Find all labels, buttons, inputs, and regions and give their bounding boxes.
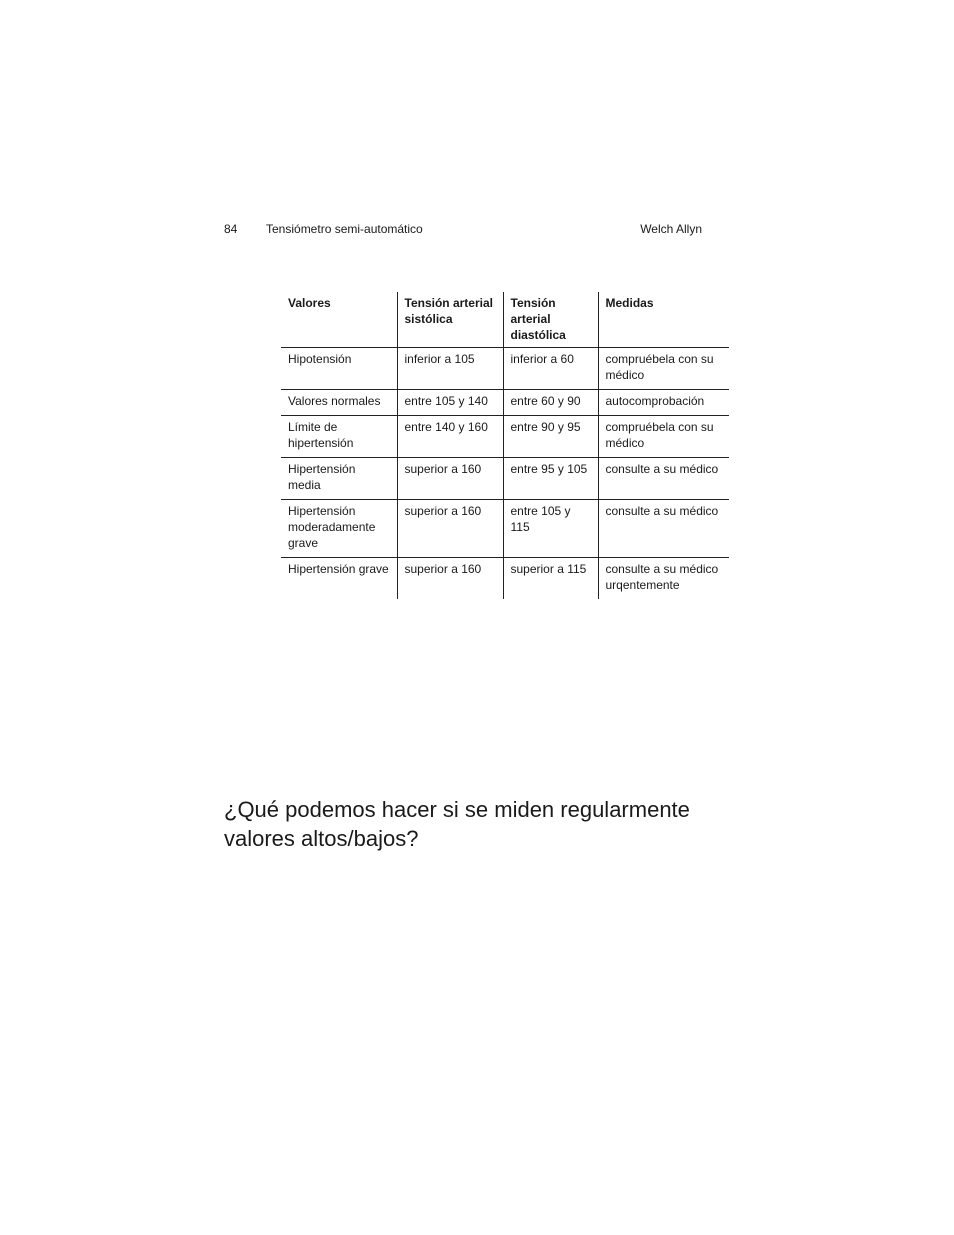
- table-cell: Límite de hipertensión: [281, 416, 397, 458]
- table-row: [281, 500, 729, 558]
- table-cell: Hipertensión grave: [288, 562, 389, 576]
- column-header-valores: Valores: [281, 292, 397, 348]
- blood-pressure-table: [281, 292, 729, 599]
- brand-name: Welch Allyn: [640, 222, 702, 236]
- table-cell: consulte a su médico: [598, 500, 729, 558]
- table-row: [281, 390, 729, 416]
- column-header-diastolica: Tensión arterial diastólica: [503, 292, 598, 348]
- table-cell: superior a 160: [397, 558, 503, 600]
- table-cell: entre 105 y 140: [397, 390, 503, 416]
- table-cell: entre 95 y 105: [503, 458, 598, 500]
- table-cell: superior a 160: [397, 500, 503, 558]
- table-cell: Hipertensión moderadamente grave: [281, 500, 397, 558]
- table-cell: compruébela con su médico: [598, 348, 729, 390]
- table-cell: consulte a su médico urqentemente: [598, 558, 729, 600]
- column-header-medidas: Medidas: [598, 292, 729, 348]
- table-cell: entre 140 y 160: [397, 416, 503, 458]
- table-row: [281, 416, 729, 458]
- table-cell: superior a 115: [503, 558, 598, 600]
- table-row: [281, 458, 729, 500]
- table-cell: consulte a su médico: [598, 458, 729, 500]
- table-cell: compruébela con su médico: [598, 416, 729, 458]
- table-cell: entre 90 y 95: [503, 416, 598, 458]
- table-row: [281, 558, 729, 600]
- page-number: 84: [224, 222, 238, 236]
- table-cell: Hipotensión: [281, 348, 397, 390]
- table-cell: autocomprobación: [598, 390, 729, 416]
- table-cell: entre 105 y 115: [503, 500, 598, 558]
- table-header-row: [281, 292, 729, 348]
- table-cell: Hipertensión media: [281, 458, 397, 500]
- table-cell: Valores normales: [281, 390, 397, 416]
- table-cell: inferior a 60: [503, 348, 598, 390]
- section-heading: ¿Qué podemos hacer si se miden regularmente valores altos/bajos?: [224, 797, 690, 851]
- column-header-sistolica: Tensión arterial sistólica: [397, 292, 503, 348]
- document-title: Tensiómetro semi-automático: [266, 222, 423, 236]
- table-cell: superior a 160: [397, 458, 503, 500]
- table-cell: entre 60 y 90: [503, 390, 598, 416]
- table-row: [281, 348, 729, 390]
- table-cell: inferior a 105: [397, 348, 503, 390]
